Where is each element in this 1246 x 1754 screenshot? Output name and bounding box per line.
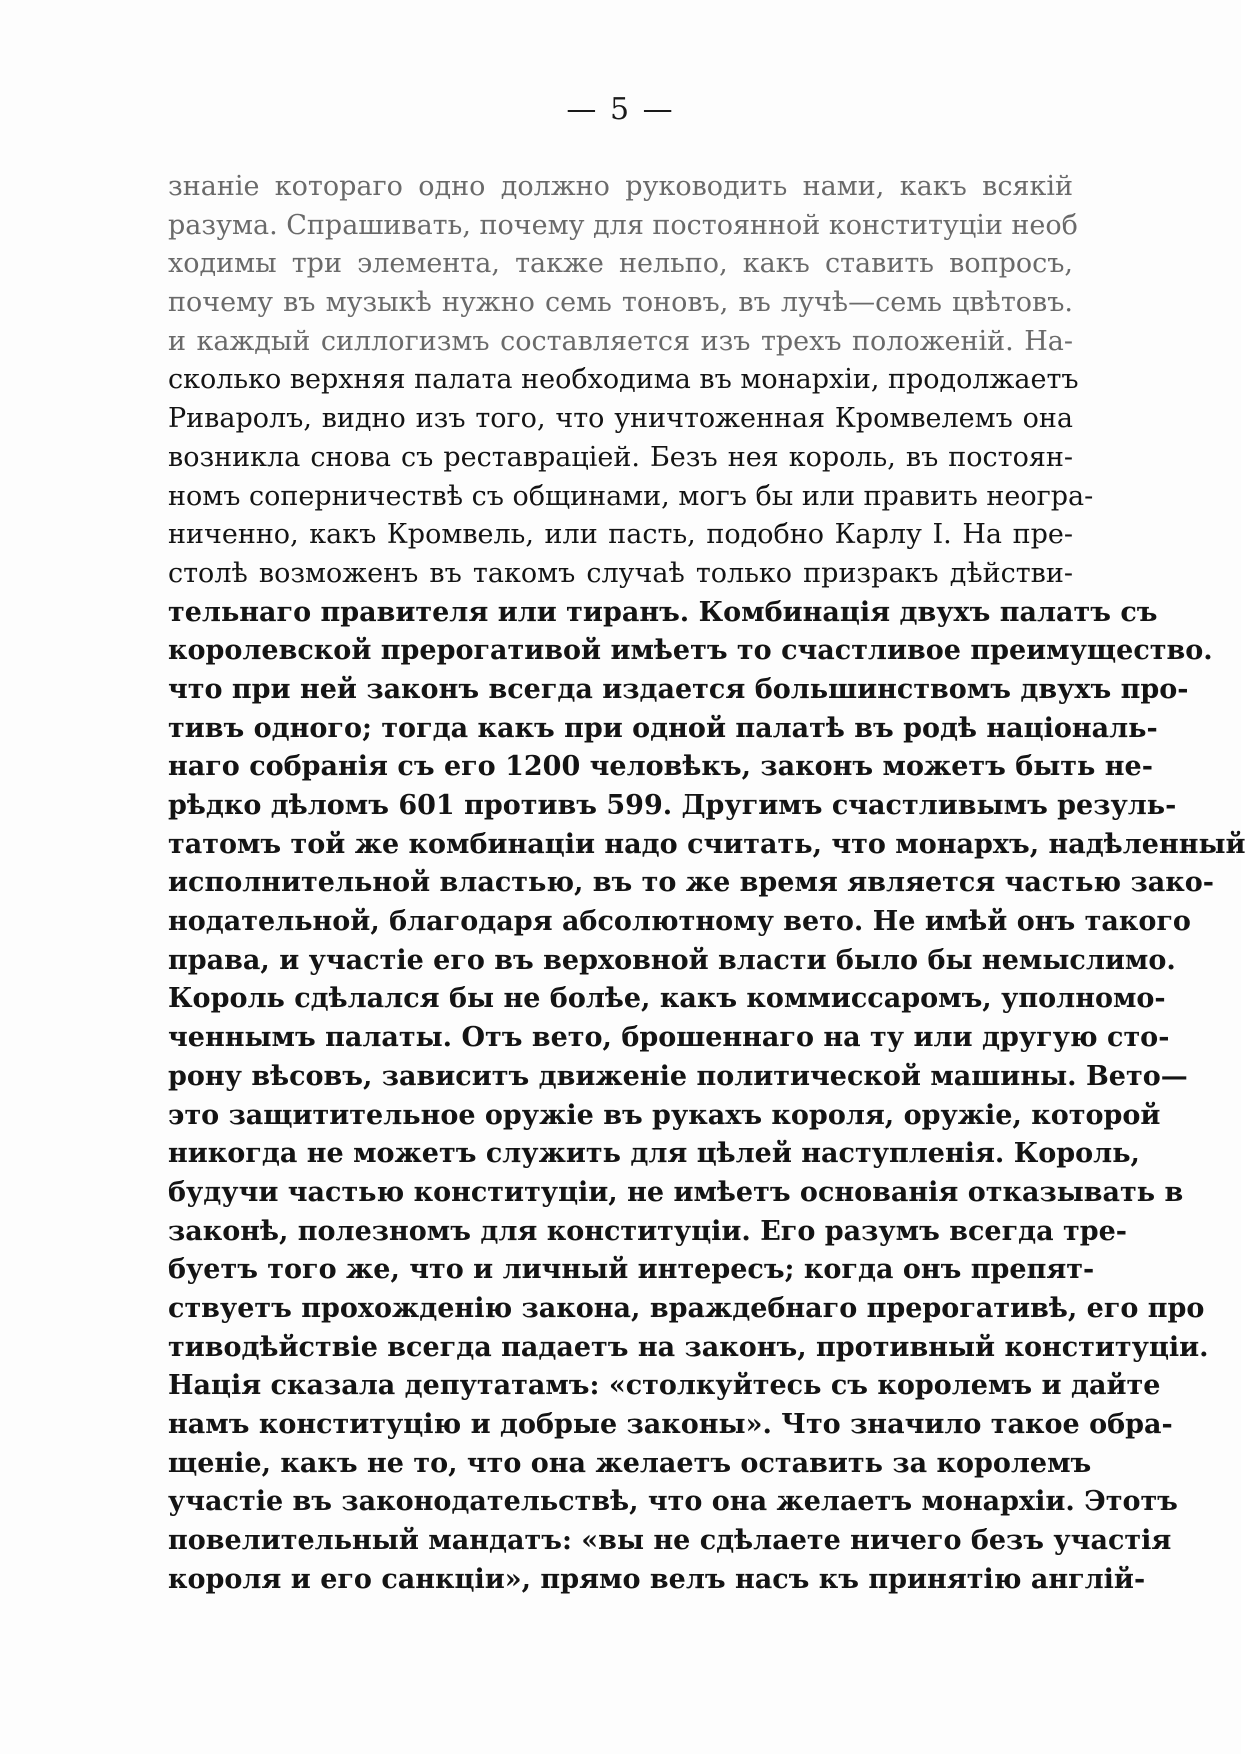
text-line: и каждый силлогизмъ составляется изъ трехъ положеній. На- bbox=[168, 325, 1073, 357]
text-line: столѣ возможенъ въ такомъ случаѣ только призракъ дѣйстви- bbox=[168, 557, 1073, 589]
text-line: что при ней законъ всегда издается большинствомъ двухъ про- bbox=[168, 673, 1189, 705]
text-line: наго собранія съ его 1200 человѣкъ, законъ можетъ быть не- bbox=[168, 751, 1153, 783]
text-line: знаніе котораго одно должно руководить нами, какъ всякій bbox=[168, 171, 1073, 202]
text-line: почему въ музыкѣ нужно семь тоновъ, въ лучѣ—семь цвѣтовъ. bbox=[168, 287, 1073, 319]
text-line: повелительный мандатъ: «вы не сдѣлаете ничего безъ участія bbox=[168, 1525, 1172, 1557]
text-line: Риваролъ, видно изъ того, что уничтоженная Кромвелемъ она bbox=[168, 403, 1073, 435]
text-line: тиводѣйствіе всегда падаетъ на законъ, противный конституціи. bbox=[168, 1331, 1209, 1363]
text-line: ниченно, какъ Кромвель, или пасть, подобно Карлу I. На пре- bbox=[168, 519, 1073, 551]
text-line: Король сдѣлался бы не болѣе, какъ коммиссаромъ, уполномо- bbox=[168, 983, 1166, 1015]
text-line: щеніе, какъ не то, что она желаетъ оставить за королемъ bbox=[168, 1447, 1092, 1479]
text-line: никогда не можетъ служить для цѣлей наступленія. Король, bbox=[168, 1138, 1140, 1170]
text-line: Нація сказала депутатамъ: «столкуйтесь съ королемъ и дайте bbox=[168, 1370, 1161, 1402]
text-line: намъ конституцію и добрые законы». Что значило такое обра- bbox=[168, 1409, 1173, 1440]
text-line: королевской прерогативой имѣетъ то счастливое преимущество. bbox=[168, 635, 1213, 667]
text-line: номъ соперничествѣ съ общинами, могъ бы или править неогра- bbox=[168, 480, 1094, 512]
text-line: ченнымъ палаты. Отъ вето, брошеннаго на ту или другую сто- bbox=[168, 1022, 1170, 1054]
text-line: буетъ того же, что и личный интересъ; когда онъ препят- bbox=[168, 1254, 1095, 1286]
text-line: будучи частью конституціи, не имѣетъ основанія отказывать в bbox=[168, 1176, 1184, 1208]
text-line: тивъ одного; тогда какъ при одной палатѣ въ родѣ національ- bbox=[168, 712, 1158, 744]
text-line: рѣдко дѣломъ 601 противъ 599. Другимъ счастливымъ резуль- bbox=[168, 790, 1177, 821]
text-line: ствуетъ прохожденію закона, враждебнаго прерогативѣ, его про bbox=[168, 1292, 1205, 1324]
page-number: — 5 — bbox=[566, 92, 675, 127]
text-line: сколько верхняя палата необходима въ монархіи, продолжаетъ bbox=[168, 364, 1079, 396]
body-text bbox=[168, 168, 1246, 1599]
text-line: это защитительное оружіе въ рукахъ короля, оружіе, которой bbox=[168, 1099, 1161, 1131]
text-line: рону вѣсовъ, зависитъ движеніе политической машины. Вето— bbox=[168, 1060, 1188, 1092]
text-line: возникла снова съ реставраціей. Безъ нея король, въ постоян- bbox=[168, 441, 1073, 473]
text-line: тельнаго правителя или тиранъ. Комбинація двухъ палатъ съ bbox=[168, 596, 1158, 628]
text-line: участіе въ законодательствѣ, что она желаетъ монархіи. Этотъ bbox=[168, 1486, 1178, 1518]
text-line: законѣ, полезномъ для конституціи. Его разумъ всегда тре- bbox=[168, 1215, 1128, 1247]
text-line: татомъ той же комбинаціи надо считать, что монархъ, надѣленный bbox=[168, 828, 1246, 860]
text-line: разума. Спрашивать, почему для постоянной конституціи необ bbox=[168, 209, 1078, 241]
text-line: исполнительной властью, въ то же время является частью зако- bbox=[168, 867, 1214, 899]
text-line: короля и его санкціи», прямо велъ насъ къ принятію англій- bbox=[168, 1563, 1146, 1595]
text-line: права, и участіе его въ верховной власти было бы немыслимо. bbox=[168, 944, 1176, 976]
text-line: ходимы три элемента, также нельпо, какъ ставить вопросъ, bbox=[168, 248, 1073, 280]
text-line: нодательной, благодаря абсолютному вето. Не имѣй онъ такого bbox=[168, 906, 1191, 938]
